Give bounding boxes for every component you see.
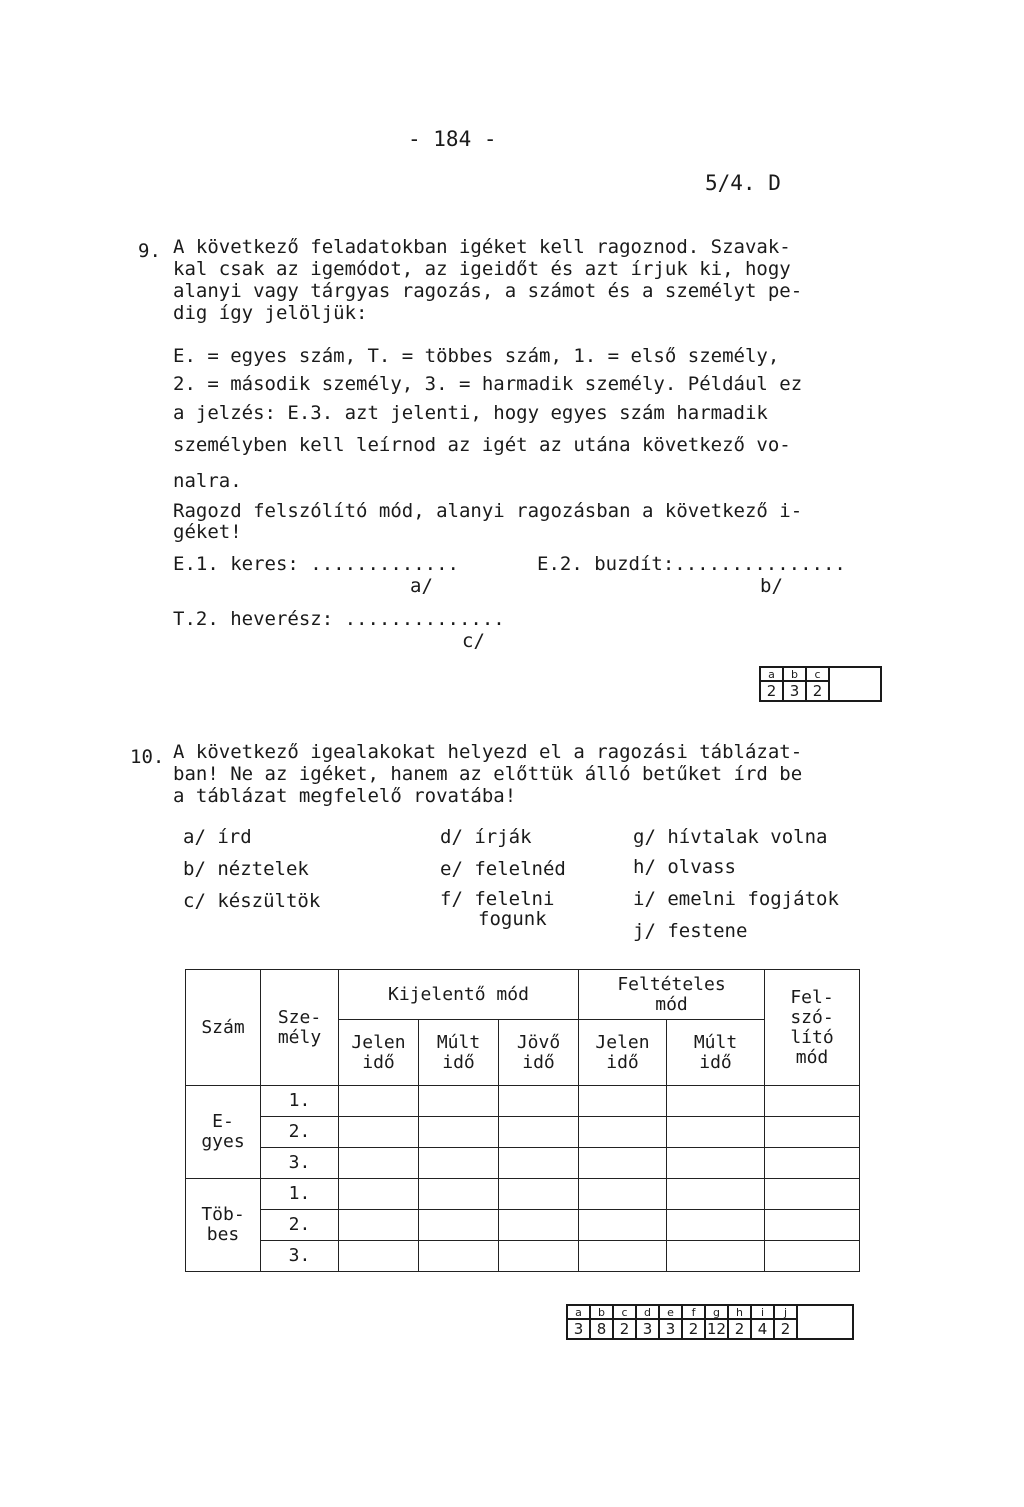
task9-instruction: Ragozd felszólító mód, alanyi ragozásban a következő i- [173,500,803,522]
answer-cell[interactable] [579,1117,667,1148]
task9-line: alanyi vagy tárgyas ragozás, a számot és a személyt pe- [173,280,803,302]
header-felt-jelen-ido: Jelen idő [579,1020,667,1086]
task9-score-box [759,666,882,702]
answer-cell[interactable] [419,1241,499,1272]
score-total-cell [829,667,881,701]
answer-cell[interactable] [765,1241,860,1272]
task10-line: A következő igealakokat helyezd el a ragozási táblázat- [173,741,803,763]
header-szam: Szám [186,970,261,1086]
task9-instruction: géket! [173,521,242,543]
score-letter: e [659,1305,682,1319]
answer-cell[interactable] [667,1210,765,1241]
header-felt-mult-ido: Múlt idő [667,1020,765,1086]
word-item: c/ készültök [183,890,321,912]
answer-cell[interactable] [765,1117,860,1148]
row-label-tobbes: Töb- bes [186,1179,261,1272]
header-jovo-ido: Jövő idő [499,1020,579,1086]
answer-cell[interactable] [419,1179,499,1210]
word-item: g/ hívtalak volna [633,826,828,848]
word-item: j/ festene [633,920,748,942]
header-kijelento-mod: Kijelentő mód [339,970,579,1020]
score-total-cell [797,1305,853,1339]
score-value: 2 [613,1319,636,1339]
word-item: h/ olvass [633,856,736,878]
task9-line: dig így jelöljük: [173,302,368,324]
word-item: fogunk [478,908,547,930]
score-value: 4 [751,1319,774,1339]
score-letter: g [705,1305,728,1319]
answer-cell[interactable] [339,1179,419,1210]
person-cell: 1. [261,1179,339,1210]
score-letter: a [760,667,783,681]
answer-cell[interactable] [499,1117,579,1148]
answer-cell[interactable] [667,1148,765,1179]
header-felteteles-mod: Feltételes mód [579,970,765,1020]
legend-line: nalra. [173,470,242,492]
score-letter: i [751,1305,774,1319]
task10-score-box [566,1304,854,1340]
score-value: 2 [774,1319,797,1339]
word-item: i/ emelni fogjátok [633,888,839,910]
header-felszolito-mod: Fel- szó- lító mód [765,970,860,1086]
answer-cell[interactable] [419,1210,499,1241]
score-letter: f [682,1305,705,1319]
page-code: 5/4. D [705,171,781,195]
item-a-label: a/ [410,575,433,597]
answer-cell[interactable] [765,1086,860,1117]
header-mult-ido: Múlt idő [419,1020,499,1086]
score-letter: d [636,1305,659,1319]
score-letter: a [567,1305,590,1319]
item-c-prompt: T.2. heverész: .............. [173,608,505,630]
score-letter: c [806,667,829,681]
header-jelen-ido: Jelen idő [339,1020,419,1086]
score-value: 3 [783,681,806,701]
item-b-label: b/ [760,575,783,597]
answer-cell[interactable] [499,1241,579,1272]
person-cell: 2. [261,1117,339,1148]
page-number: - 184 - [408,127,497,151]
task10-line: ban! Ne az igéket, hanem az előttük álló betűket írd be [173,763,803,785]
answer-cell[interactable] [419,1148,499,1179]
answer-cell[interactable] [579,1086,667,1117]
answer-cell[interactable] [339,1210,419,1241]
answer-cell[interactable] [419,1117,499,1148]
legend-line: 2. = második személy, 3. = harmadik személy. Például ez [173,373,803,395]
answer-cell[interactable] [499,1148,579,1179]
answer-cell[interactable] [667,1117,765,1148]
legend-line: személyben kell leírnod az igét az utána következő vo- [173,434,791,456]
answer-cell[interactable] [667,1086,765,1117]
task9-line: A következő feladatokban igéket kell ragoznod. Szavak- [173,236,791,258]
person-cell: 2. [261,1210,339,1241]
header-szemely: Sze- mély [261,970,339,1086]
score-value: 12 [706,1320,727,1338]
answer-cell[interactable] [765,1210,860,1241]
task10-line: a táblázat megfelelő rovatába! [173,785,517,807]
score-value: 3 [659,1319,682,1339]
row-label-egyes: E- gyes [186,1086,261,1179]
score-value: 2 [682,1319,705,1339]
answer-cell[interactable] [667,1241,765,1272]
answer-cell[interactable] [339,1148,419,1179]
answer-cell[interactable] [499,1210,579,1241]
score-value: 8 [590,1319,613,1339]
answer-cell[interactable] [579,1148,667,1179]
person-cell: 3. [261,1241,339,1272]
item-c-label: c/ [462,630,485,652]
answer-cell[interactable] [579,1210,667,1241]
conjugation-table [185,969,860,1272]
person-cell: 3. [261,1148,339,1179]
score-value: 3 [636,1319,659,1339]
score-letter: j [774,1305,797,1319]
score-letter: b [783,667,806,681]
word-item: d/ írják [440,826,532,848]
score-value: 3 [567,1319,590,1339]
answer-cell[interactable] [419,1086,499,1117]
word-item: b/ néztelek [183,858,309,880]
answer-cell[interactable] [579,1179,667,1210]
item-a-prompt: E.1. keres: ............. [173,553,459,575]
legend-line: E. = egyes szám, T. = többes szám, 1. = első személy, [173,345,780,367]
word-item: f/ felelni [440,888,555,910]
answer-cell[interactable] [765,1148,860,1179]
score-value: 2 [760,681,783,701]
person-cell: 1. [261,1086,339,1117]
answer-cell[interactable] [667,1179,765,1210]
word-item: e/ felelnéd [440,858,566,880]
answer-cell[interactable] [499,1086,579,1117]
answer-cell[interactable] [339,1241,419,1272]
task9-number: 9. [138,240,161,262]
score-value: 2 [806,681,829,701]
legend-line: a jelzés: E.3. azt jelenti, hogy egyes szám harmadik [173,402,768,424]
score-value: 2 [728,1319,751,1339]
answer-cell[interactable] [765,1179,860,1210]
item-b-prompt: E.2. buzdít:............... [537,553,846,575]
score-letter: c [613,1305,636,1319]
answer-cell[interactable] [339,1086,419,1117]
score-letter: h [728,1305,751,1319]
score-letter: b [590,1305,613,1319]
answer-cell[interactable] [579,1241,667,1272]
task10-number: 10. [130,746,165,768]
answer-cell[interactable] [499,1179,579,1210]
answer-cell[interactable] [339,1117,419,1148]
word-item: a/ írd [183,826,252,848]
task9-line: kal csak az igemódot, az igeidőt és azt írjuk ki, hogy [173,258,791,280]
